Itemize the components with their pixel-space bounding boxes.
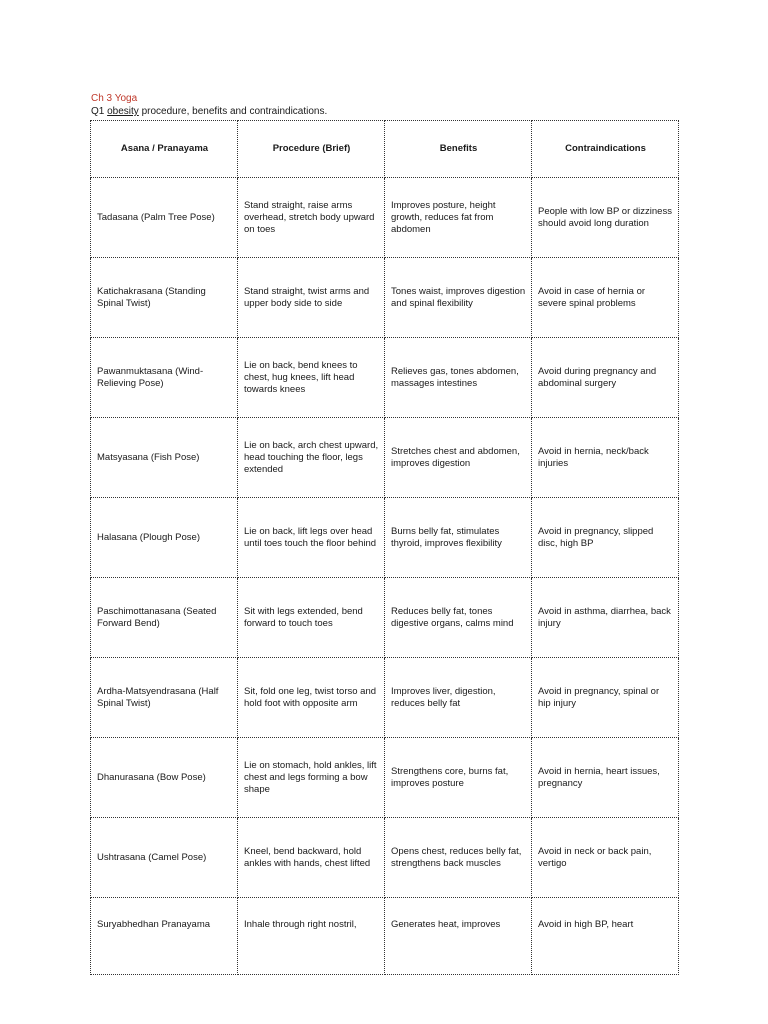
cell-benefits: Tones waist, improves digestion and spinal flexibility (385, 258, 532, 338)
table-row (91, 258, 679, 338)
cell-contraindications: Avoid in asthma, diarrhea, back injury (532, 578, 679, 658)
cell-benefits: Improves liver, digestion, reduces belly fat (385, 658, 532, 738)
cell-contraindications: Avoid in hernia, heart issues, pregnancy (532, 738, 679, 818)
cell-contraindications: Avoid in neck or back pain, vertigo (532, 818, 679, 898)
header-contraindications: Contraindications (532, 121, 679, 178)
question-prefix: Q1 (91, 106, 108, 117)
cell-procedure: Sit, fold one leg, twist torso and hold foot with opposite arm (238, 658, 385, 738)
yoga-table (90, 120, 679, 975)
cell-benefits: Strengthens core, burns fat, improves posture (385, 738, 532, 818)
cell-asana: Suryabhedhan Pranayama (91, 898, 238, 975)
cell-procedure: Sit with legs extended, bend forward to touch toes (238, 578, 385, 658)
cell-procedure: Lie on stomach, hold ankles, lift chest and legs forming a bow shape (238, 738, 385, 818)
cell-asana: Halasana (Plough Pose) (91, 498, 238, 578)
table-row (91, 738, 679, 818)
table-row (91, 898, 679, 975)
cell-procedure: Inhale through right nostril, (238, 898, 385, 975)
table-row (91, 658, 679, 738)
cell-benefits: Burns belly fat, stimulates thyroid, improves flexibility (385, 498, 532, 578)
cell-asana: Paschimottanasana (Seated Forward Bend) (91, 578, 238, 658)
header-asana: Asana / Pranayama (91, 121, 238, 178)
cell-asana: Katichakrasana (Standing Spinal Twist) (91, 258, 238, 338)
question-line (91, 106, 327, 118)
cell-contraindications: Avoid in hernia, neck/back injuries (532, 418, 679, 498)
cell-benefits: Relieves gas, tones abdomen, massages intestines (385, 338, 532, 418)
cell-contraindications: People with low BP or dizziness should avoid long duration (532, 178, 679, 258)
cell-contraindications: Avoid in high BP, heart (532, 898, 679, 975)
cell-procedure: Stand straight, raise arms overhead, stretch body upward on toes (238, 178, 385, 258)
cell-procedure: Lie on back, lift legs over head until toes touch the floor behind (238, 498, 385, 578)
cell-asana: Matsyasana (Fish Pose) (91, 418, 238, 498)
cell-asana: Ushtrasana (Camel Pose) (91, 818, 238, 898)
cell-asana: Dhanurasana (Bow Pose) (91, 738, 238, 818)
table-row (91, 498, 679, 578)
cell-asana: Pawanmuktasana (Wind-Relieving Pose) (91, 338, 238, 418)
cell-contraindications: Avoid in pregnancy, spinal or hip injury (532, 658, 679, 738)
document-title: Ch 3 Yoga (91, 93, 138, 104)
cell-contraindications: Avoid in case of hernia or severe spinal problems (532, 258, 679, 338)
table-row (91, 578, 679, 658)
cell-procedure: Lie on back, arch chest upward, head touching the floor, legs extended (238, 418, 385, 498)
question-rest: procedure, benefits and contraindications. (138, 106, 328, 117)
table-row (91, 418, 679, 498)
cell-benefits: Generates heat, improves (385, 898, 532, 975)
table-row (91, 338, 679, 418)
table-header-row (91, 121, 679, 178)
cell-procedure: Kneel, bend backward, hold ankles with hands, chest lifted (238, 818, 385, 898)
cell-procedure: Stand straight, twist arms and upper body side to side (238, 258, 385, 338)
cell-benefits: Improves posture, height growth, reduces fat from abdomen (385, 178, 532, 258)
cell-procedure: Lie on back, bend knees to chest, hug knees, lift head towards knees (238, 338, 385, 418)
table-row (91, 178, 679, 258)
cell-contraindications: Avoid during pregnancy and abdominal surgery (532, 338, 679, 418)
cell-asana: Tadasana (Palm Tree Pose) (91, 178, 238, 258)
header-benefits: Benefits (385, 121, 532, 178)
cell-benefits: Opens chest, reduces belly fat, strengthens back muscles (385, 818, 532, 898)
header-procedure: Procedure (Brief) (238, 121, 385, 178)
cell-asana: Ardha-Matsyendrasana (Half Spinal Twist) (91, 658, 238, 738)
cell-contraindications: Avoid in pregnancy, slipped disc, high BP (532, 498, 679, 578)
cell-benefits: Reduces belly fat, tones digestive organs, calms mind (385, 578, 532, 658)
cell-benefits: Stretches chest and abdomen, improves digestion (385, 418, 532, 498)
question-underlined-word: obesity (107, 106, 139, 117)
table-row (91, 818, 679, 898)
